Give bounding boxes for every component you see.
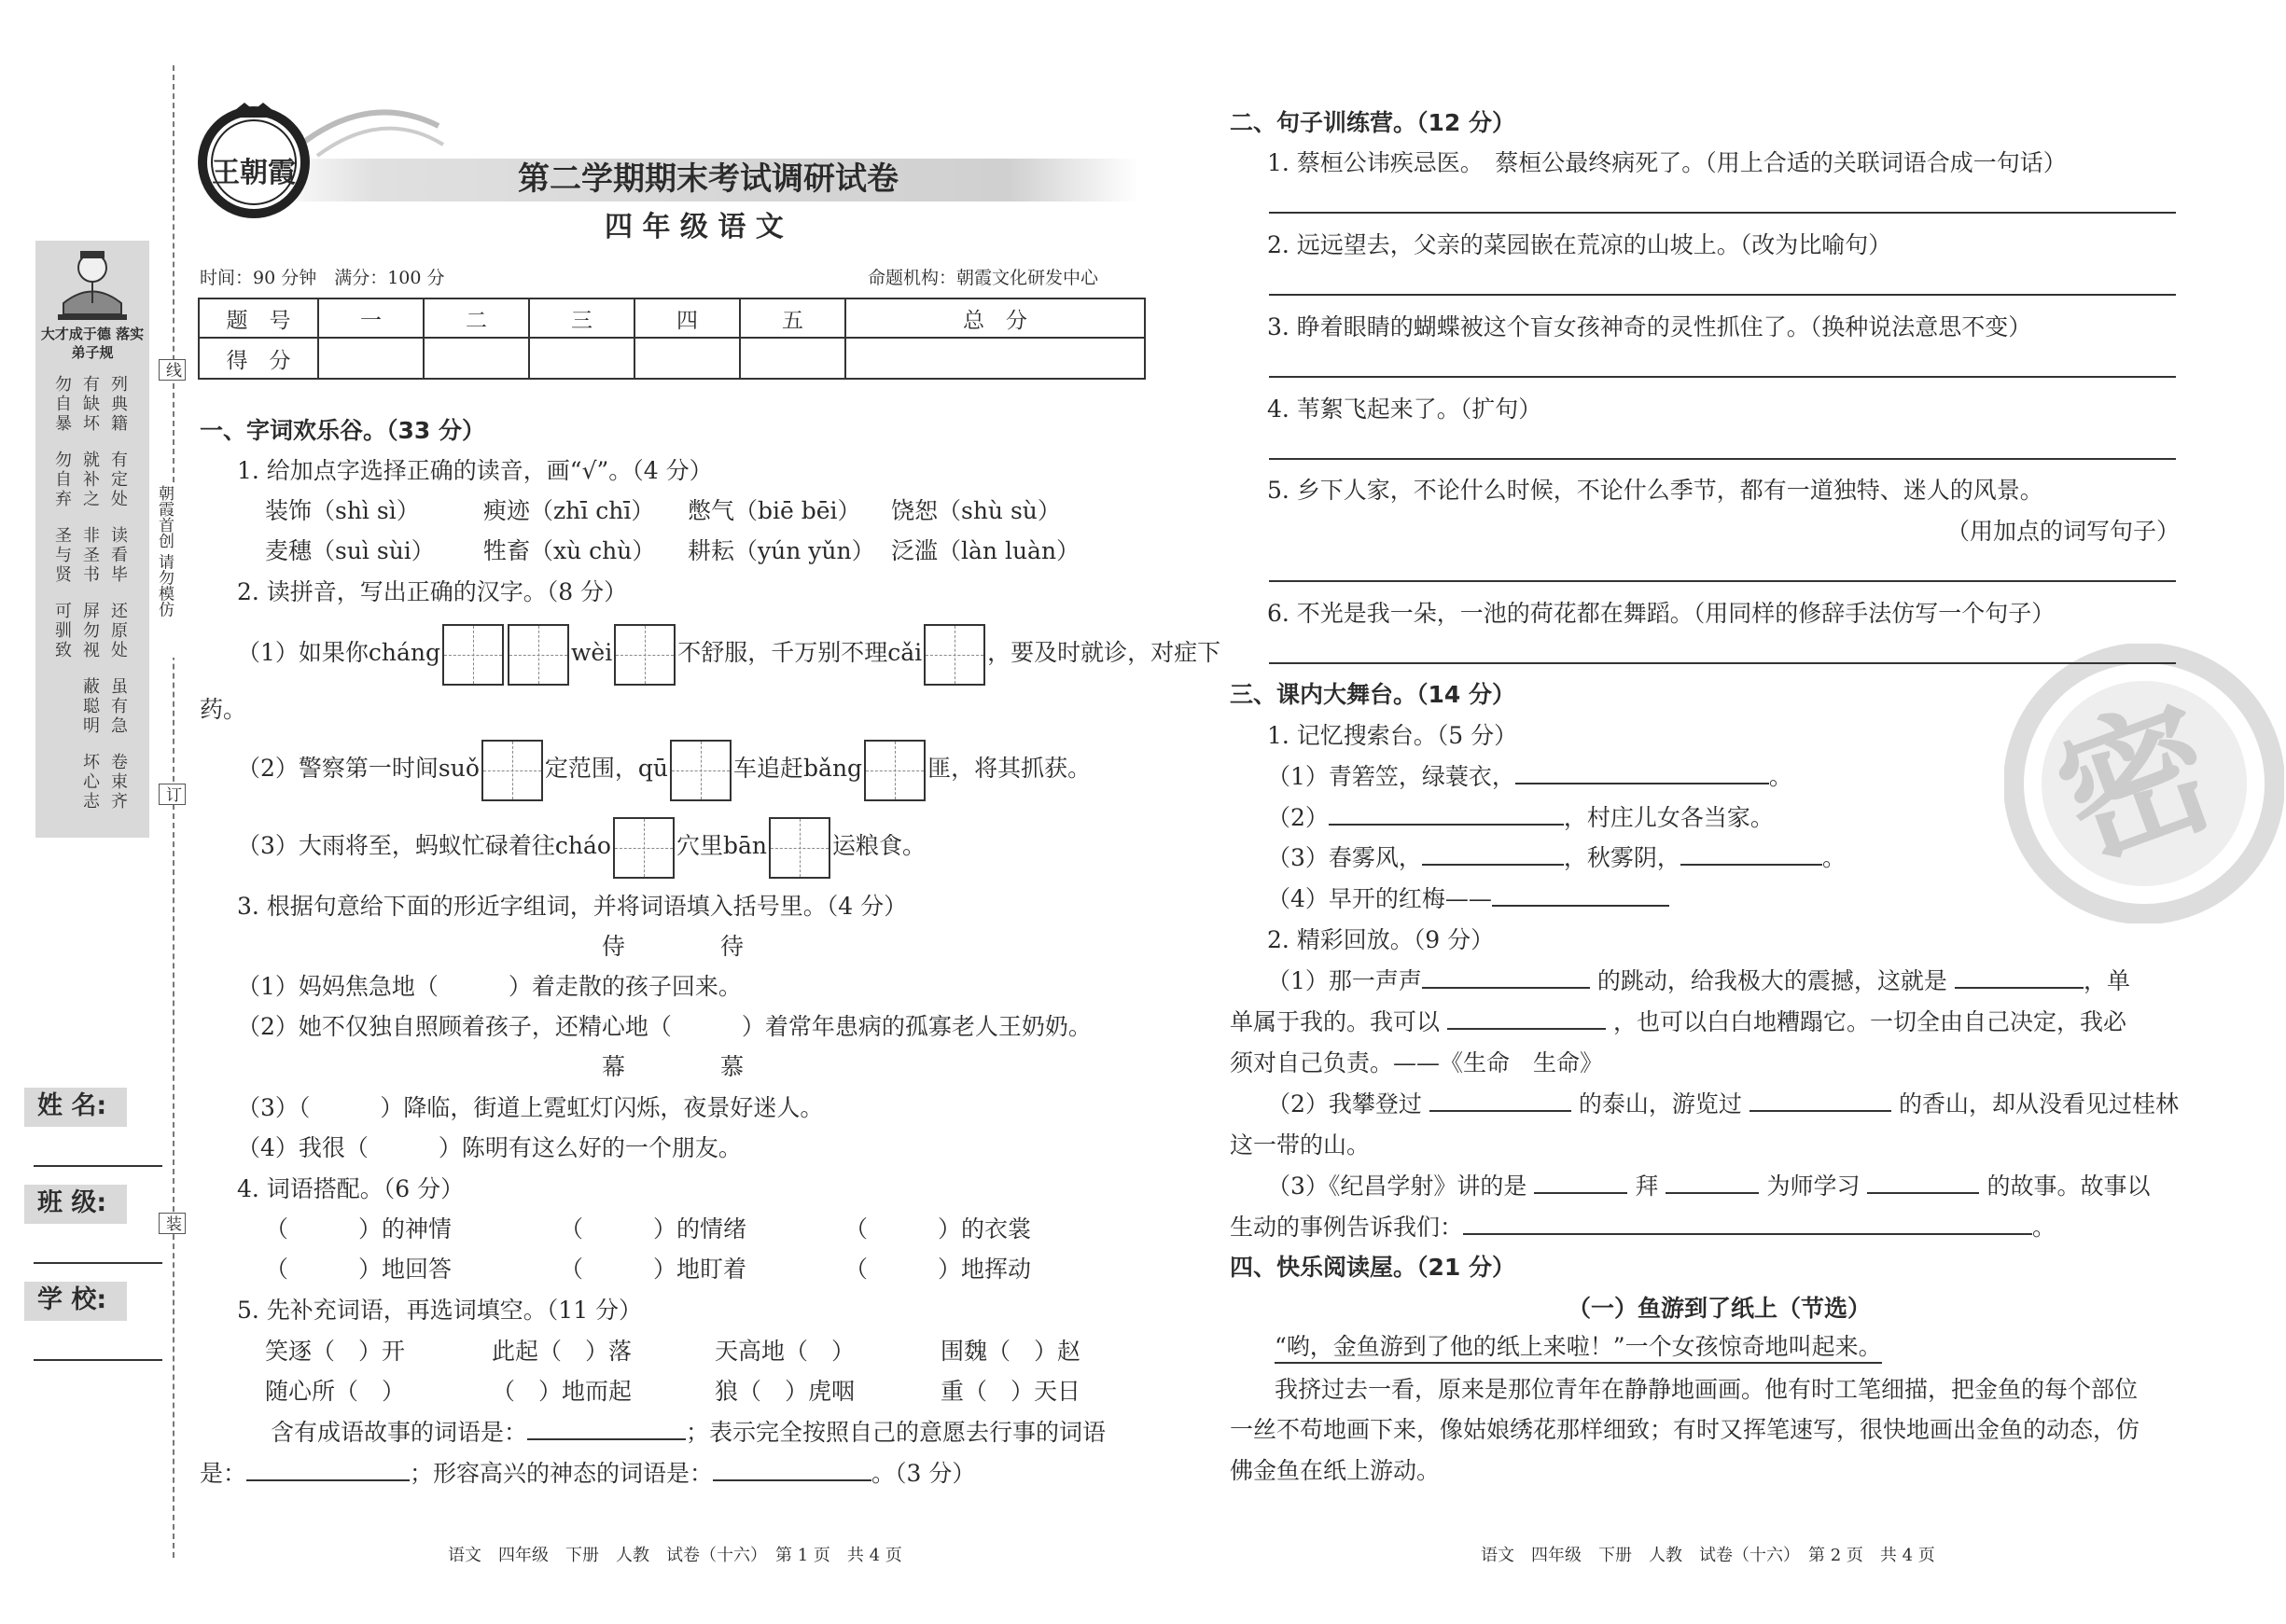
- answer-blank[interactable]: [1867, 1170, 1979, 1194]
- sidebar-verse-8: 非圣书: [83, 526, 100, 585]
- sidebar-verse-14: 蔽聪明: [83, 677, 100, 736]
- pinyin: cǎi: [887, 639, 923, 666]
- answer-blank[interactable]: [1666, 1170, 1759, 1194]
- sidebar-verse-2: 有缺坏: [83, 375, 100, 434]
- r1-4: [1267, 882, 1669, 916]
- score-cell[interactable]: [740, 338, 845, 379]
- r1-title: 1. 记忆搜索台。（5 分）: [1267, 722, 1518, 749]
- r1-2-text-b: ，村庄儿女各当家。: [1563, 804, 1774, 831]
- school-field[interactable]: [34, 1359, 162, 1361]
- answer-blank[interactable]: [1429, 1088, 1571, 1112]
- school-label: 学 校:: [37, 1285, 107, 1314]
- q5-item-6: （ ）地而起: [492, 1378, 633, 1405]
- s5: 5. 乡下人家，不论什么时候，不论什么季节，都有一道独特、迷人的风景。: [1267, 477, 2043, 504]
- r1-4-text: （4）早开的红梅——: [1267, 885, 1492, 912]
- sidebar-verse-3: 勿自暴: [55, 375, 72, 434]
- answer-blank[interactable]: [246, 1457, 410, 1481]
- char-box[interactable]: [769, 817, 830, 879]
- q3-item-3: （3）（ ）降临，街道上霓虹灯闪烁，夜景好迷人。: [237, 1094, 824, 1121]
- scholar-illustration: [45, 247, 140, 331]
- binding-dashed-line: [173, 65, 174, 1558]
- sidebar-verse-4: 有定处: [111, 451, 128, 509]
- answer-blank[interactable]: [1749, 1088, 1891, 1112]
- r2-1-line-1: [1267, 965, 2130, 998]
- passage-title: （一）鱼游到了纸上（节选）: [1568, 1295, 1872, 1322]
- q5-text-b: ；表示完全按照自己的意愿去行事的词语: [686, 1419, 1107, 1446]
- s4: 4. 苇絮飞起来了。（扩句）: [1267, 396, 1542, 423]
- q3-char-1: 侍: [602, 933, 626, 960]
- q1-item-6: 牲畜（xù chù）: [483, 537, 656, 564]
- r2-2-text-c: 的香山，却从没看见过桂林: [1898, 1090, 2179, 1117]
- pinyin: wèi: [571, 639, 613, 666]
- q3-item-2: （2）她不仅独自照顾着孩子，还精心地（ ）着常年患病的孤寡老人王奶奶。: [237, 1013, 1092, 1040]
- answer-line[interactable]: [1269, 212, 2176, 214]
- period: 。: [1768, 763, 1792, 790]
- class-field[interactable]: [34, 1262, 162, 1264]
- q2-1-text-a: （1）如果你: [237, 639, 369, 666]
- sidebar-verse-12: 可驯致: [55, 602, 72, 660]
- class-label: 班 级:: [37, 1188, 107, 1217]
- r2-title: 2. 精彩回放。（9 分）: [1267, 926, 1495, 953]
- sidebar-verse-10: 还原处: [111, 602, 128, 660]
- q2-2-text-b: 定范围，: [544, 755, 638, 782]
- exam-time: 时间：90 分钟 满分：100 分: [200, 268, 445, 288]
- r1-3-text-b: ，秋雾阴，: [1563, 844, 1680, 871]
- q4-item-5: （ ）地盯着: [560, 1256, 747, 1283]
- score-row-label: 得 分: [199, 338, 318, 379]
- r1-3-text-a: （3）春雾风，: [1267, 844, 1422, 871]
- q1-item-3: 憋气（biē bēi）: [688, 497, 861, 524]
- q4-item-3: （ ）的衣裳: [844, 1215, 1032, 1242]
- q2-1-text-d: 药。: [200, 696, 247, 723]
- sidebar-verse-15: 卷束齐: [111, 753, 128, 812]
- q1-item-8: 泛滥（làn luàn）: [891, 537, 1080, 564]
- char-box[interactable]: [924, 624, 985, 686]
- q5-text-c: 是：: [200, 1460, 247, 1487]
- char-box[interactable]: [508, 624, 569, 686]
- pinyin: cháng: [368, 639, 441, 666]
- q1-item-2: 瘐迹（zhī chī）: [483, 497, 655, 524]
- s5-hint: （用加点的词写句子）: [1946, 518, 2181, 545]
- passage-p1: “哟，金鱼游到了他的纸上来啦！”一个女孩惊奇地叫起来。: [1275, 1332, 1882, 1364]
- sidebar-verse-6: 勿自弃: [55, 451, 72, 509]
- q5-line-2: [200, 1457, 975, 1491]
- q2-title: 2. 读拼音，写出正确的汉字。（8 分）: [237, 578, 628, 605]
- q2-3-text-b: 穴里: [676, 832, 723, 859]
- sidebar-verse-1: 列典籍: [111, 375, 128, 434]
- section-1-title: 一、字词欢乐谷。（33 分）: [200, 417, 485, 444]
- sidebar-motto: 大才成于德 落实弟子规: [40, 326, 145, 361]
- score-table: [198, 298, 1146, 380]
- sidebar-verse-9: 圣与贤: [55, 526, 72, 585]
- answer-blank[interactable]: [1422, 965, 1590, 989]
- secret-stamp-text: 密: [2036, 675, 2237, 891]
- q1-title: 1. 给加点字选择正确的读音，画“√”。（4 分）: [237, 457, 713, 484]
- q4-item-6: （ ）地挥动: [844, 1256, 1032, 1283]
- q3-char-4: 慕: [720, 1053, 745, 1080]
- r2-3-text-a: （3）《纪昌学射》讲的是: [1267, 1173, 1527, 1200]
- sidebar-verse-7: 读看毕: [111, 526, 128, 585]
- char-box[interactable]: [481, 740, 543, 801]
- answer-blank[interactable]: [1463, 1211, 2032, 1235]
- q5-item-5: 随心所（ ）: [265, 1378, 406, 1405]
- s1: 1. 蔡桓公讳疾忌医。 蔡桓公最终病死了。（用上合适的关联词语合成一句话）: [1267, 149, 2067, 176]
- pinyin: cháo: [554, 832, 611, 859]
- q5-item-7: 狼（ ）虎咽: [715, 1378, 856, 1405]
- sidebar-verse-5: 就补之: [83, 451, 100, 509]
- q2-2-text-c: 车追赶: [733, 755, 804, 782]
- q2-line-3: [237, 814, 926, 879]
- r2-3-text-e: 生动的事例告诉我们：: [1230, 1214, 1464, 1241]
- score-header-4: 四: [634, 298, 740, 338]
- answer-line[interactable]: [1269, 376, 2176, 378]
- r1-1-text: （1）青箬笠，绿蓑衣，: [1267, 763, 1515, 790]
- right-footer: 语文 四年级 下册 人教 试卷（十六） 第 2 页 共 4 页: [1481, 1546, 1935, 1565]
- q5-item-8: 重（ ）天日: [941, 1378, 1081, 1405]
- r1-2-text-a: （2）: [1267, 804, 1329, 831]
- binding-mark-zhuang: 装: [159, 1213, 186, 1234]
- answer-blank[interactable]: [1955, 965, 2084, 989]
- q3-char-2: 待: [720, 933, 745, 960]
- exam-subtitle: 四 年 级 语 文: [605, 211, 784, 243]
- answer-line[interactable]: [1269, 458, 2176, 460]
- passage-p2-line1: 我挤过去一看，原来是那位青年在静静地画画。他有时工笔细描，把金鱼的每个部位: [1275, 1376, 2139, 1403]
- r2-3-text-b: 拜: [1635, 1173, 1659, 1200]
- q5-text-e: 。（3 分）: [871, 1460, 976, 1487]
- q2-3-text-c: 运粮食。: [832, 832, 927, 859]
- q5-text-d: ；形容高兴的神态的词语是：: [410, 1460, 714, 1487]
- q4-title: 4. 词语搭配。（6 分）: [237, 1175, 465, 1202]
- section-3-title: 三、课内大舞台。（14 分）: [1230, 681, 1515, 708]
- section-4-title: 四、快乐阅读屋。（21 分）: [1230, 1254, 1515, 1281]
- q3-item-4: （4）我很（ ）陈明有这么好的一个朋友。: [237, 1134, 742, 1161]
- r2-3-text-d: 的故事。故事以: [1986, 1173, 2151, 1200]
- period: 。: [2032, 1214, 2056, 1241]
- score-header-2: 二: [424, 298, 529, 338]
- binding-note: 朝霞首创 请勿模仿: [153, 485, 175, 658]
- q5-item-4: 围魏（ ）赵: [941, 1338, 1081, 1365]
- char-box[interactable]: [670, 740, 732, 801]
- answer-blank[interactable]: [713, 1457, 871, 1481]
- q5-item-3: 天高地（ ）: [715, 1338, 856, 1365]
- s2: 2. 远远望去，父亲的菜园嵌在荒凉的山坡上。（改为比喻句）: [1267, 231, 1892, 258]
- period: 。: [1821, 844, 1846, 871]
- q5-item-1: 笑逐（ ）开: [265, 1338, 406, 1365]
- pinyin: bān: [723, 832, 768, 859]
- q4-item-4: （ ）地回答: [265, 1256, 453, 1283]
- q1-item-7: 耕耘（yún yǔn）: [688, 537, 875, 564]
- score-header-label: 题 号: [199, 298, 318, 338]
- r1-3: [1267, 841, 1846, 875]
- q2-line-1: [237, 621, 1220, 686]
- r2-1-line-2: [1230, 1006, 2126, 1039]
- char-box[interactable]: [864, 740, 926, 801]
- q2-2-text-d: 匪，将其抓获。: [927, 755, 1092, 782]
- q5-item-2: 此起（ ）落: [492, 1338, 633, 1365]
- q3-title: 3. 根据句意给下面的形近字组词，并将词语填入括号里。（4 分）: [237, 893, 908, 920]
- answer-blank[interactable]: [1534, 1170, 1627, 1194]
- q3-item-1: （1）妈妈焦急地（ ）着走散的孩子回来。: [237, 973, 742, 1000]
- r2-2-line-2: 这一带的山。: [1230, 1131, 1371, 1159]
- answer-blank[interactable]: [527, 1416, 686, 1440]
- answer-line[interactable]: [1269, 580, 2176, 582]
- q1-item-1: 装饰（shì sì）: [265, 497, 420, 524]
- r2-2-line-1: [1267, 1088, 2179, 1121]
- left-footer: 语文 四年级 下册 人教 试卷（十六） 第 1 页 共 4 页: [448, 1546, 902, 1565]
- r2-1-text-e: ，也可以白白地糟蹋它。一切全由自己决定，我必: [1613, 1008, 2127, 1035]
- q5-title: 5. 先补充词语，再选词填空。（11 分）: [237, 1297, 643, 1324]
- s6: 6. 不光是我一朵，一池的荷花都在舞蹈。（用同样的修辞手法仿写一个句子）: [1267, 600, 2056, 627]
- score-cell[interactable]: [529, 338, 634, 379]
- r2-3-line-2: [1230, 1211, 2056, 1244]
- q1-item-5: 麦穗（suì sùi）: [265, 537, 435, 564]
- score-cell[interactable]: [318, 338, 424, 379]
- q3-char-3: 幕: [602, 1053, 626, 1080]
- sidebar-verse-13: 虽有急: [111, 677, 128, 736]
- q4-item-1: （ ）的神情: [265, 1215, 453, 1242]
- answer-line[interactable]: [1269, 662, 2176, 664]
- pinyin: qū: [637, 755, 669, 782]
- score-cell[interactable]: [845, 338, 1145, 379]
- answer-blank[interactable]: [1447, 1006, 1606, 1030]
- answer-blank[interactable]: [1492, 882, 1669, 907]
- r2-1-text-d: 单属于我的。我可以: [1230, 1008, 1441, 1035]
- answer-blank[interactable]: [1422, 841, 1564, 866]
- pinyin: suǒ: [438, 755, 480, 782]
- binding-mark-ding: 订: [159, 784, 186, 805]
- section-2-title: 二、句子训练营。（12 分）: [1230, 109, 1515, 136]
- r2-3-line-1: [1267, 1170, 2150, 1203]
- r1-2: [1267, 801, 1774, 835]
- binding-mark-xian: 线: [159, 359, 186, 381]
- exam-title: 第二学期期末考试调研试卷: [518, 160, 899, 198]
- exam-org: 命题机构：朝霞文化研发中心: [868, 268, 1099, 288]
- answer-blank[interactable]: [1680, 841, 1822, 866]
- score-header-total: 总 分: [845, 298, 1145, 338]
- q2-line-2: [237, 737, 1091, 801]
- logo-text: 王朝霞: [212, 157, 296, 189]
- pinyin: bǎng: [803, 755, 863, 782]
- q1-item-4: 饶恕（shù sù）: [891, 497, 1061, 524]
- passage-p2-line3: 佛金鱼在纸上游动。: [1230, 1457, 1441, 1484]
- name-label: 姓 名:: [37, 1091, 107, 1120]
- passage-p2-line2: 一丝不苟地画下来，像姑娘绣花那样细致；有时又挥笔速写，很快地画出金鱼的动态，仿: [1230, 1416, 2140, 1443]
- r2-1-text-b: 的跳动，给我极大的震撼，这就是: [1596, 967, 1947, 994]
- char-box[interactable]: [442, 624, 504, 686]
- score-cell[interactable]: [634, 338, 740, 379]
- q2-3-text-a: （3）大雨将至，蚂蚁忙碌着往: [237, 832, 555, 859]
- r2-3-text-c: 为师学习: [1766, 1173, 1861, 1200]
- score-cell[interactable]: [424, 338, 529, 379]
- s3: 3. 睁着眼睛的蝴蝶被这个盲女孩神奇的灵性抓住了。（换种说法意思不变）: [1267, 313, 2032, 340]
- q2-2-text-a: （2）警察第一时间: [237, 755, 439, 782]
- r2-2-text-b: 的泰山，游览过: [1578, 1090, 1742, 1117]
- char-box[interactable]: [614, 624, 676, 686]
- q4-item-2: （ ）的情绪: [560, 1215, 747, 1242]
- r1-1: [1267, 760, 1792, 794]
- r2-1-line-3: 须对自己负责。——《生命 生命》: [1230, 1049, 1604, 1076]
- name-field[interactable]: [34, 1165, 162, 1167]
- r2-1-text-c: ，单: [2083, 967, 2130, 994]
- r2-2-text-a: （2）我攀登过: [1267, 1090, 1422, 1117]
- q5-text-a: 含有成语故事的词语是：: [271, 1419, 528, 1446]
- char-box[interactable]: [613, 817, 675, 879]
- score-header-5: 五: [740, 298, 845, 338]
- sidebar-verse-16: 坏心志: [83, 753, 100, 812]
- r2-1-text-a: （1）那一声声: [1267, 967, 1422, 994]
- q2-1-text-c: ，要及时就诊，对症下: [987, 639, 1221, 666]
- q5-line-1: [271, 1416, 1106, 1450]
- answer-line[interactable]: [1269, 294, 2176, 296]
- score-header-3: 三: [529, 298, 634, 338]
- answer-blank[interactable]: [1515, 760, 1769, 784]
- score-header-1: 一: [318, 298, 424, 338]
- sidebar-verse-11: 屏勿视: [83, 602, 100, 660]
- q2-1-text-b: 不舒服，千万别不理: [677, 639, 888, 666]
- answer-blank[interactable]: [1329, 801, 1564, 826]
